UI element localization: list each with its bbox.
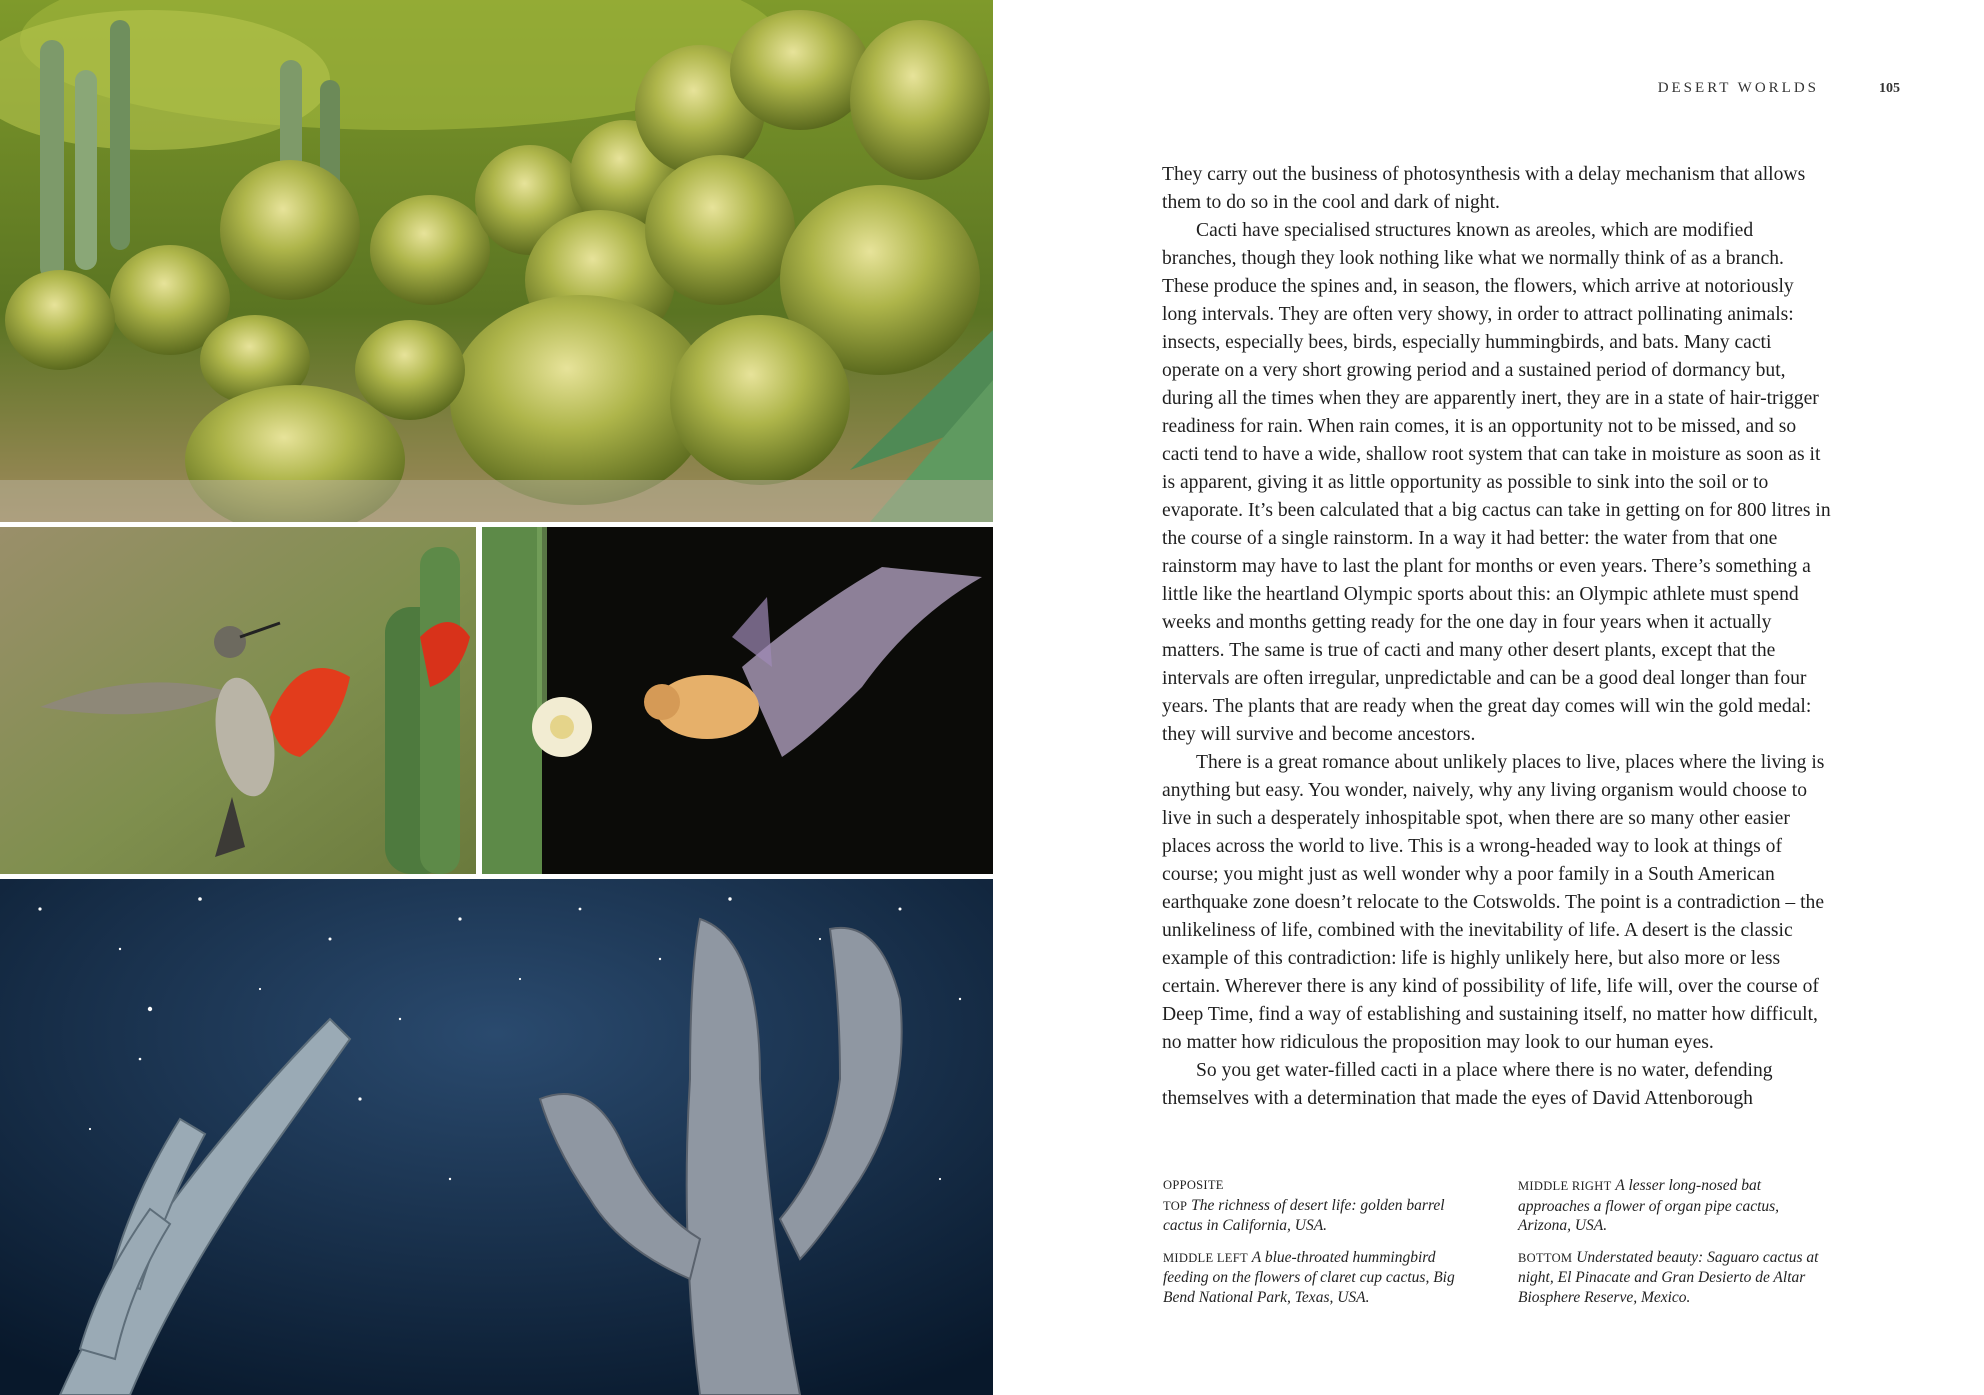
caption-middle-right-text: A lesser long-nosed bat approaches a flower of organ pipe cactus, Arizona, USA.	[1518, 1177, 1780, 1234]
running-head	[1658, 80, 1900, 97]
caption-bottom-text: Understated beauty: Saguaro cactus at night, El Pinacate and Gran Desierto de Altar Biosphere Reserve, Mexico.	[1518, 1248, 1819, 1306]
caption-top-label: TOP	[1163, 1198, 1188, 1213]
paragraph: Cacti have specialised structures known as areoles, which are modified branches, though they look nothing like what we normally think of as a branch. These produce the spines and, in season, the flowers, which arrive at notoriously long intervals. They are often very showy, in order to attract pollinating animals: insects, especially bees, birds, especially hummingbirds, and bats. Many cacti operate on a very short growing period and a sustained period of dormancy but, during all the times when they are apparently inert, they are in a state of hair-trigger readiness for rain. When rain comes, it is an opportunity not to be missed, and so cacti tend to have a wide, shallow root system that can take in moisture as soon as it is apparent, giving it as little opportunity as possible to sink into the soil or to evaporate. It’s been calculated that a big cactus can take in getting on for 800 litres in the course of a single rainstorm. In a way it had better: the water from that one rainstorm may have to last the plant for months or even years. There’s something a little like the heartland Olympic sports about this: an Olympic athlete must spend weeks and months getting ready for the one day in four years when it actually matters. The same is true of cacti and many other desert plants, except that the intervals are often irregular, unpredictable and can be a good deal longer than four years. The plants that are ready when the great day comes will win the gold medal: they will survive and become ancestors.	[1162, 220, 1831, 745]
caption-middle-left-text: A blue-throated hummingbird feeding on the flowers of claret cup cactus, Big Bend National Park, Texas, USA.	[1163, 1248, 1455, 1306]
caption-top	[1163, 1176, 1478, 1236]
section-title: DESERT WORLDS	[1657, 80, 1819, 96]
caption-middle-right	[1518, 1176, 1833, 1236]
caption-opposite-label: OPPOSITE	[1163, 1178, 1224, 1192]
caption-middle-left	[1163, 1248, 1478, 1308]
caption-middle-left-label: MIDDLE LEFT	[1163, 1250, 1248, 1265]
golden-barrel-cactus-photo	[0, 0, 993, 522]
photo-captions	[1163, 1176, 1833, 1307]
caption-bottom	[1518, 1248, 1833, 1308]
paragraph: They carry out the business of photosynthesis with a delay mechanism that allows them to do so in the cool and dark of night.	[1162, 164, 1806, 213]
saguaro-night-photo	[0, 879, 993, 1395]
caption-top-text: The richness of desert life: golden barrel cactus in California, USA.	[1163, 1196, 1445, 1234]
paragraph: So you get water-filled cacti in a place where there is no water, defending themselves with a determination that made the eyes of David Attenborough	[1162, 1060, 1773, 1109]
paragraph: There is a great romance about unlikely places to live, places where the living is anything but easy. You wonder, naively, why any living organism would choose to live in such a desperately inhospitable spot, when there are so many other easier places across the world to live. This is a wrong-headed way to look at things of course; you might just as well wonder why a poor family in a South American earthquake zone doesn’t relocate to the Cotswolds. The point is a contradiction – the unlikeliness of life, combined with the inevitability of life. A desert is the classic example of this contradiction: life is highly unlikely here, but also more or less certain. Wherever there is any kind of possibility of life, life will, over the course of Deep Time, find a way of establishing and sustaining itself, no matter how difficult, no matter how ridiculous the proposition may look to our human eyes.	[1162, 752, 1825, 1053]
body-text	[1162, 161, 1832, 1113]
bat-photo	[482, 527, 993, 874]
hummingbird-photo	[0, 527, 476, 874]
caption-bottom-label: BOTTOM	[1518, 1250, 1573, 1265]
page-number: 105	[1879, 81, 1900, 96]
caption-middle-right-label: MIDDLE RIGHT	[1518, 1179, 1612, 1193]
